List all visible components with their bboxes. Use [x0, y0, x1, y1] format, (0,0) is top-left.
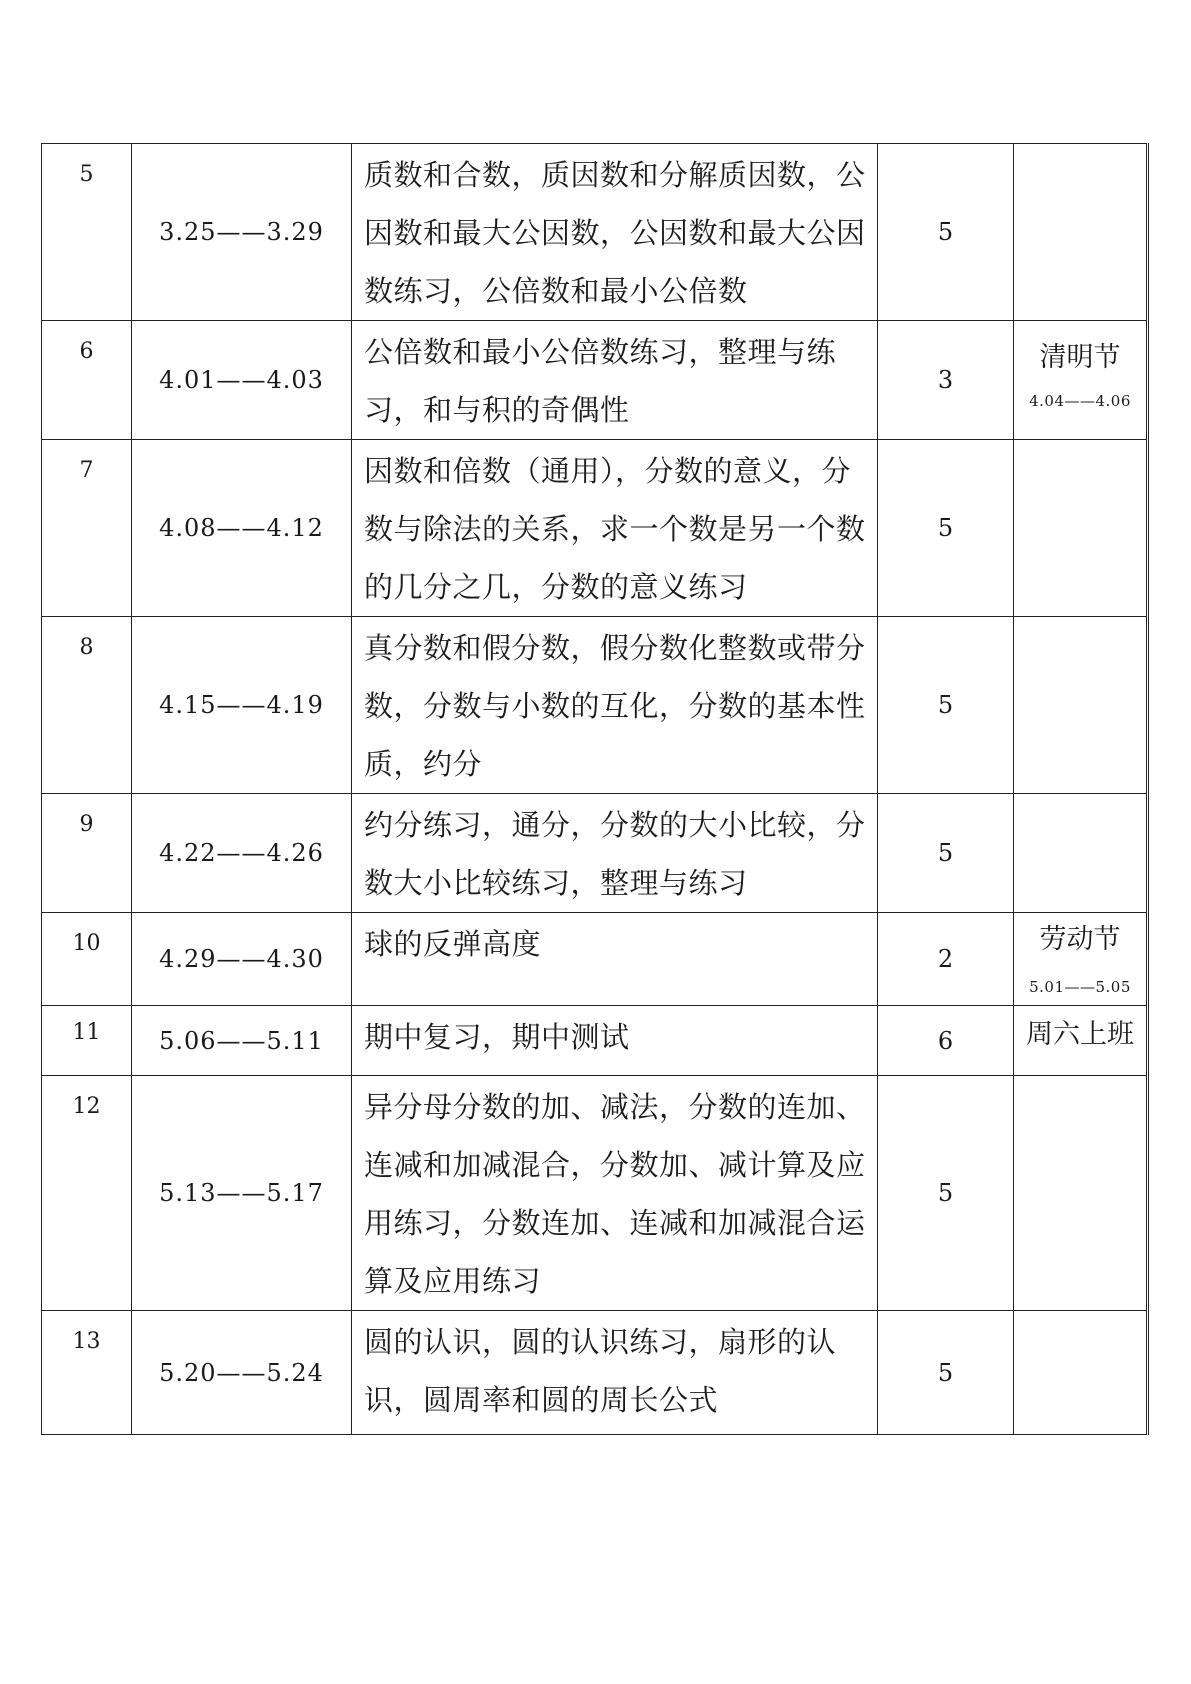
dates-cell: [132, 1311, 352, 1435]
lesson-hours: 3: [937, 366, 954, 394]
table-row: [42, 321, 1148, 440]
lesson-content: 圆的认识，圆的认识练习，扇形的认识，圆周率和圆的周长公式: [364, 1325, 837, 1417]
lesson-content: 真分数和假分数，假分数化整数或带分数，分数与小数的互化，分数的基本性质，约分: [364, 631, 866, 781]
table-row: [42, 1311, 1148, 1435]
week-number: 5: [79, 162, 94, 187]
date-range: 4.29——4.30: [159, 945, 324, 973]
dates-cell: [132, 794, 352, 913]
date-range: 5.06——5.11: [159, 1026, 324, 1055]
note-title: [1014, 440, 1146, 454]
content-cell: [352, 913, 878, 1006]
date-range: 4.22——4.26: [159, 839, 324, 867]
lesson-content: 约分练习，通分，分数的大小比较，分数大小比较练习，整理与练习: [364, 808, 866, 900]
dates-cell: [132, 617, 352, 794]
content-cell: [352, 794, 878, 913]
note-title: [1014, 144, 1146, 158]
hours-cell: [878, 913, 1014, 1006]
content-cell: [352, 321, 878, 440]
week-number: 7: [79, 458, 94, 483]
content-cell: [352, 440, 878, 617]
table-row: [42, 1076, 1148, 1311]
hours-cell: [878, 1311, 1014, 1435]
note-dates: 5.01——5.05: [1029, 978, 1131, 996]
dates-cell: [132, 144, 352, 321]
week-number: 11: [72, 1020, 101, 1045]
lesson-hours: 5: [937, 514, 954, 542]
note-cell: [1014, 144, 1148, 321]
week-cell: [42, 617, 132, 794]
week-cell: [42, 913, 132, 1006]
dates-cell: [132, 321, 352, 440]
note-cell: [1014, 617, 1148, 794]
table-row: [42, 1006, 1148, 1076]
date-range: 4.08——4.12: [159, 514, 324, 542]
date-range: 3.25——3.29: [159, 218, 324, 246]
table-row: [42, 794, 1148, 913]
lesson-content: 因数和倍数（通用），分数的意义，分数与除法的关系，求一个数是另一个数的几分之几，分数的意义练习: [364, 454, 866, 604]
note-cell: [1014, 794, 1148, 913]
lesson-hours: 5: [937, 1179, 954, 1207]
note-title: 劳动节: [1039, 924, 1121, 955]
week-cell: [42, 321, 132, 440]
date-range: 4.15——4.19: [159, 691, 324, 719]
week-cell: [42, 1006, 132, 1076]
note-title: [1014, 1076, 1146, 1090]
lesson-hours: 5: [937, 218, 954, 246]
note-cell: [1014, 1076, 1148, 1311]
date-range: 5.13——5.17: [159, 1179, 324, 1207]
lesson-content: 球的反弹高度: [364, 927, 542, 961]
hours-cell: [878, 617, 1014, 794]
table-row: [42, 144, 1148, 321]
schedule-table: [41, 143, 1149, 1435]
lesson-hours: 2: [937, 945, 954, 973]
week-cell: [42, 144, 132, 321]
lesson-content: 公倍数和最小公倍数练习，整理与练习，和与积的奇偶性: [364, 335, 837, 427]
note-title: [1014, 617, 1146, 631]
note-cell: [1014, 1006, 1148, 1076]
lesson-content: 异分母分数的加、减法，分数的连加、连减和加减混合，分数加、减计算及应用练习，分数连加、连减和加减混合运算及应用练习: [364, 1090, 866, 1298]
week-cell: [42, 794, 132, 913]
week-cell: [42, 440, 132, 617]
hours-cell: [878, 144, 1014, 321]
lesson-hours: 5: [937, 691, 954, 719]
week-cell: [42, 1076, 132, 1311]
note-cell: [1014, 321, 1148, 440]
content-cell: [352, 1076, 878, 1311]
note-title: 周六上班: [1026, 1019, 1134, 1050]
table-row: [42, 617, 1148, 794]
hours-cell: [878, 321, 1014, 440]
note-cell: [1014, 440, 1148, 617]
note-cell: [1014, 1311, 1148, 1435]
week-number: 9: [79, 812, 94, 837]
hours-cell: [878, 440, 1014, 617]
date-range: 5.20——5.24: [159, 1358, 324, 1387]
dates-cell: [132, 1076, 352, 1311]
note-title: [1014, 1311, 1146, 1325]
content-cell: [352, 617, 878, 794]
week-number: 8: [79, 635, 94, 660]
note-cell: [1014, 913, 1148, 1006]
table-row: [42, 440, 1148, 617]
week-cell: [42, 1311, 132, 1435]
note-dates: 4.04——4.06: [1029, 392, 1131, 410]
table-row: [42, 913, 1148, 1006]
hours-cell: [878, 794, 1014, 913]
lesson-hours: 5: [937, 1358, 954, 1387]
content-cell: [352, 1006, 878, 1076]
dates-cell: [132, 1006, 352, 1076]
dates-cell: [132, 440, 352, 617]
week-number: 6: [79, 339, 94, 364]
lesson-hours: 6: [937, 1026, 954, 1055]
content-cell: [352, 144, 878, 321]
lesson-content: 期中复习，期中测试: [364, 1020, 630, 1054]
week-number: 12: [72, 1094, 101, 1119]
content-cell: [352, 1311, 878, 1435]
dates-cell: [132, 913, 352, 1006]
hours-cell: [878, 1076, 1014, 1311]
note-title: 清明节: [1039, 342, 1121, 373]
hours-cell: [878, 1006, 1014, 1076]
week-number: 10: [72, 931, 101, 956]
week-number: 13: [72, 1329, 101, 1354]
date-range: 4.01——4.03: [159, 366, 324, 394]
lesson-hours: 5: [937, 839, 954, 867]
note-title: [1014, 794, 1146, 808]
lesson-content: 质数和合数，质因数和分解质因数，公因数和最大公因数，公因数和最大公因数练习，公倍数和最小公倍数: [364, 158, 866, 308]
